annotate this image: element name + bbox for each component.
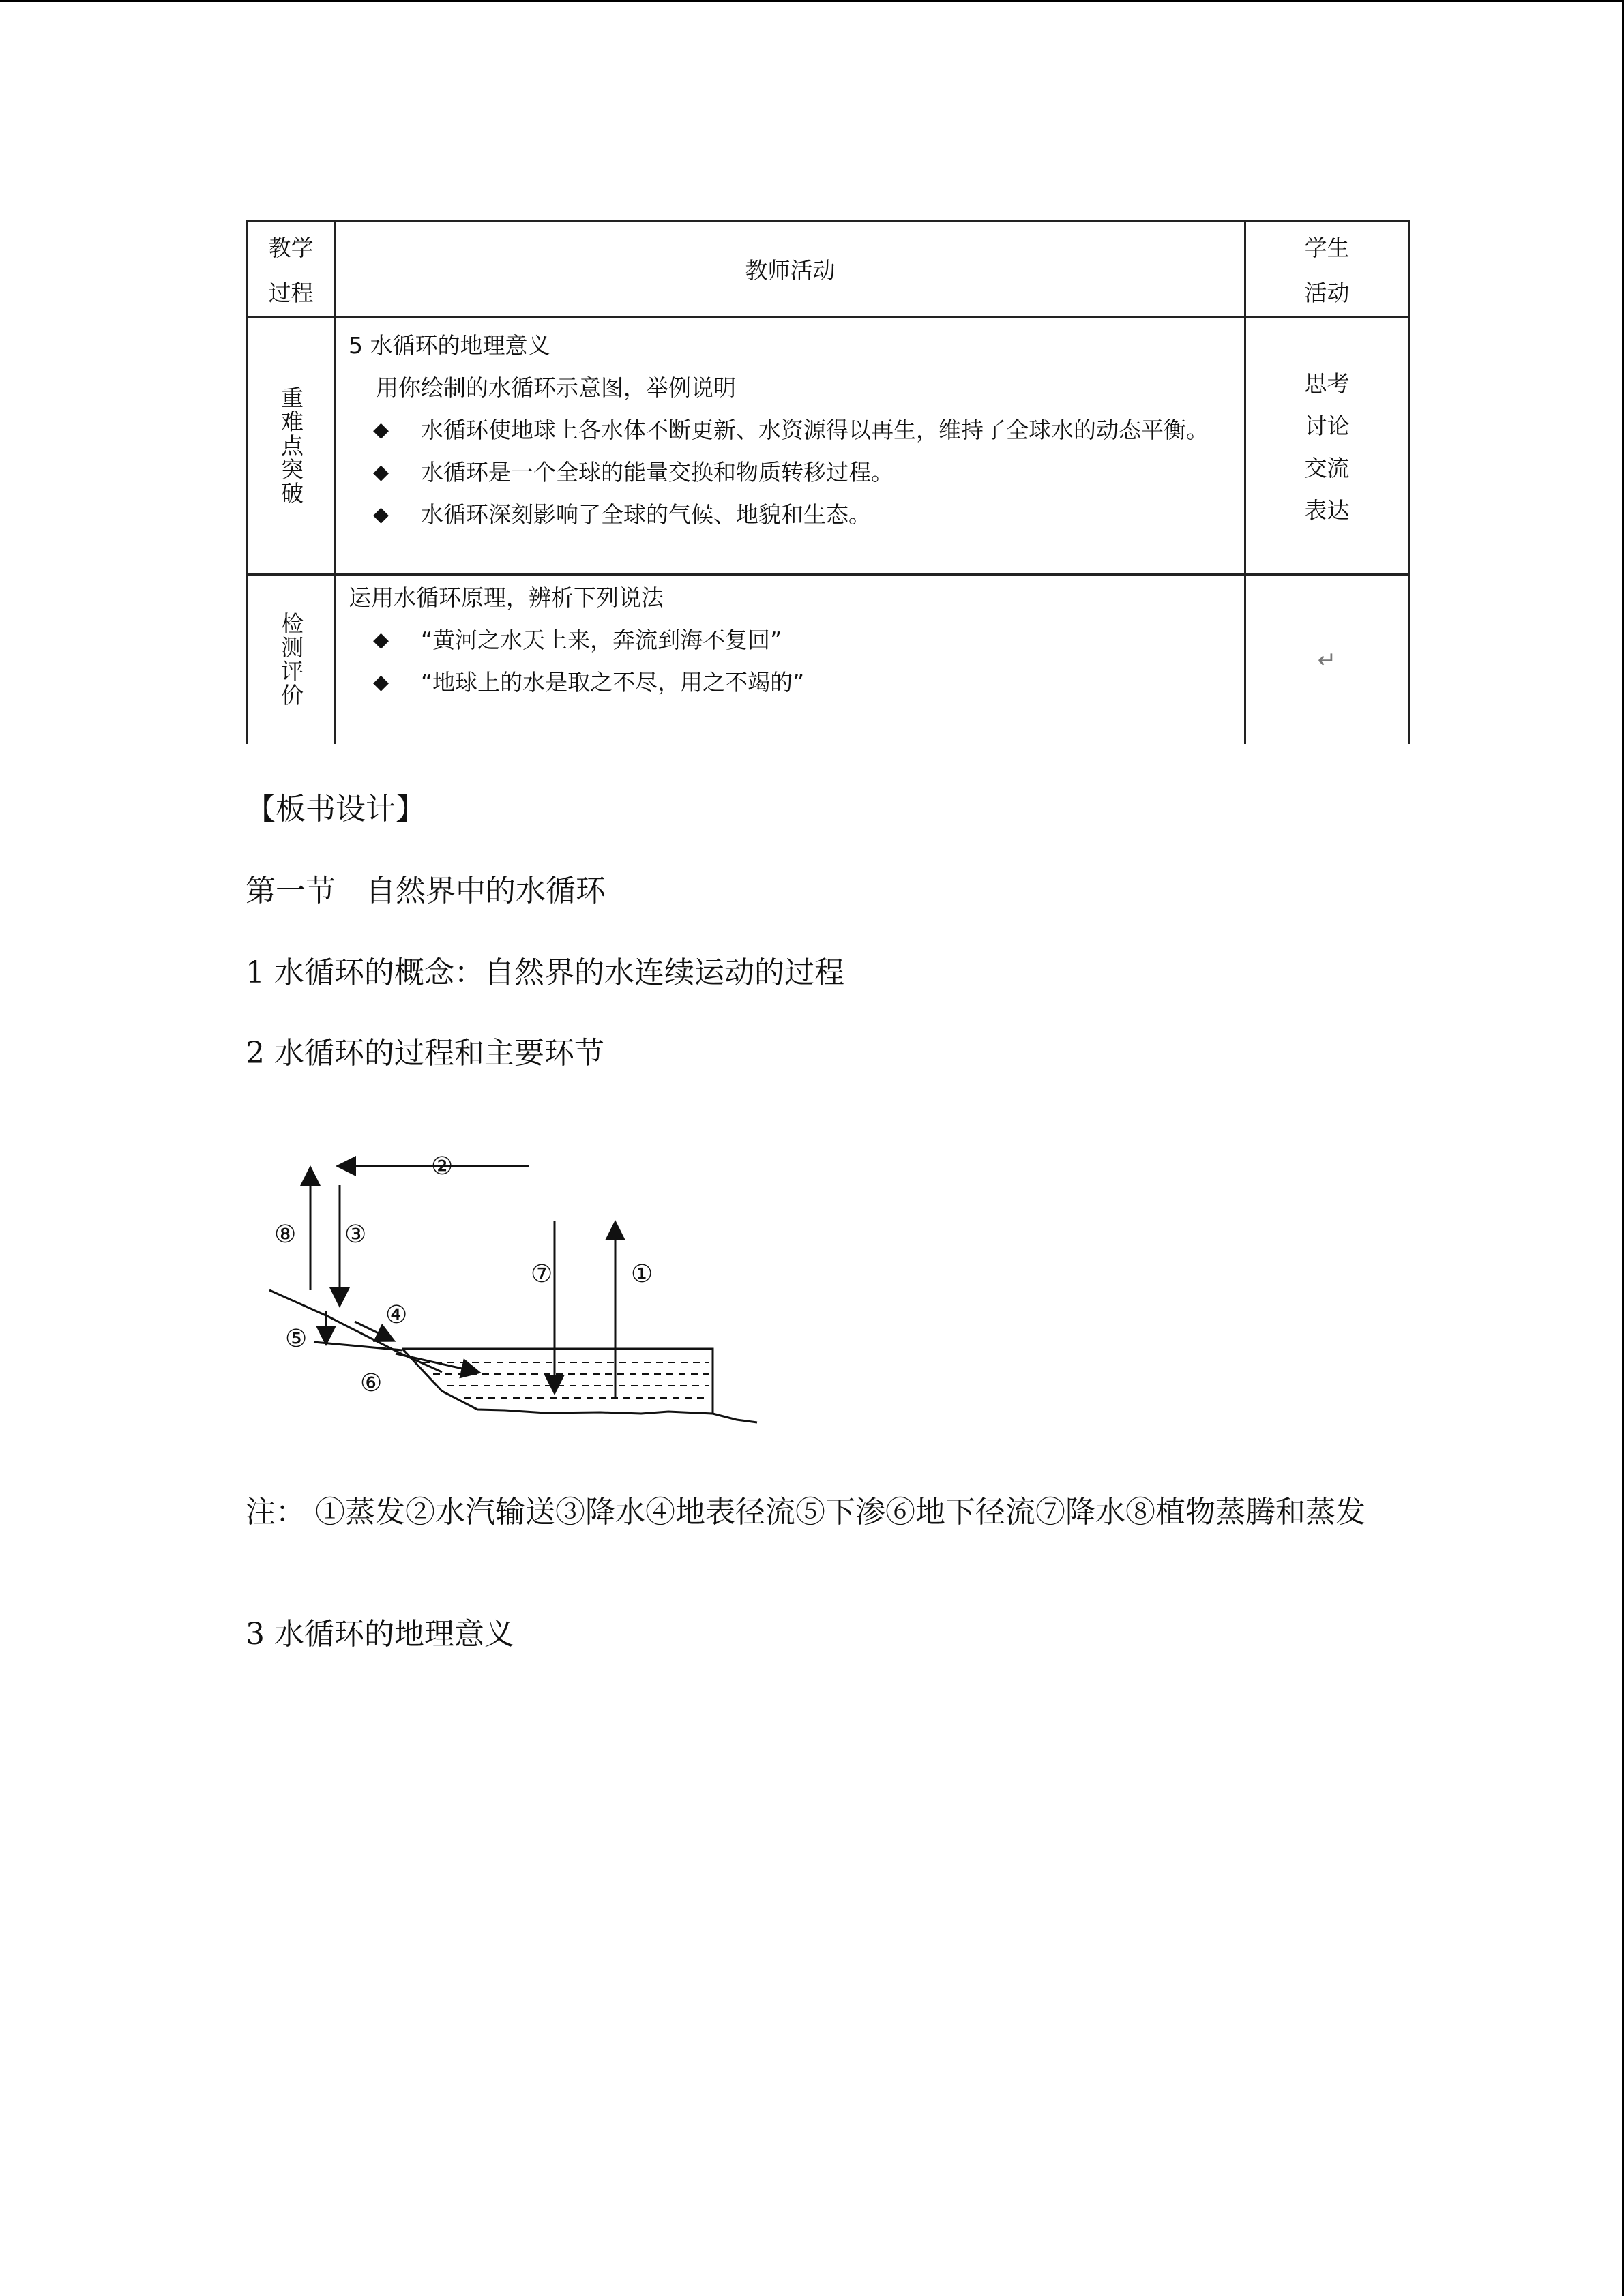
- paragraph-mark-icon: ↵: [1317, 646, 1337, 673]
- stage-cell-key-difficulty: [247, 317, 336, 575]
- header-student-cell: [1245, 221, 1409, 317]
- teacher-cell-key-difficulty: [336, 317, 1245, 575]
- header-teacher-cell: [336, 221, 1245, 317]
- table-row-assessment: [247, 575, 1409, 744]
- section-title: 5 水循环的地理意义: [349, 332, 550, 359]
- board-item-concept: 1 水循环的概念：自然界的水连续运动的过程: [246, 955, 844, 990]
- teacher-cell-assessment: [336, 575, 1245, 744]
- stage-label-assessment: 检测评价: [278, 612, 304, 708]
- label-5: ⑤: [285, 1325, 308, 1353]
- sea-bottom-line: [713, 1414, 757, 1422]
- board-note: 注： ①蒸发②水汽输送③降水④地表径流⑤下渗⑥地下径流⑦降水⑧植物蒸腾和蒸发: [246, 1495, 1365, 1530]
- stage-cell-assessment: [247, 575, 336, 744]
- stage-label-key-difficulty: 重难点突破: [278, 386, 304, 505]
- header-stage-line1: 教学: [268, 235, 314, 261]
- bullet-text: “地球上的水是取之不尽，用之不竭的”: [421, 669, 805, 696]
- header-student-line2: 活动: [1304, 280, 1350, 306]
- label-1: ①: [631, 1260, 653, 1288]
- board-item-significance: 3 水循环的地理意义: [246, 1617, 514, 1652]
- list-item: [349, 409, 1237, 451]
- page-top-border: [0, 0, 1624, 2]
- header-teacher-label: 教师活动: [745, 256, 836, 284]
- sea-outline: [402, 1349, 713, 1414]
- diamond-bullet-icon: ◆: [373, 460, 389, 484]
- student-activity-3: 交流: [1304, 455, 1350, 481]
- board-item-process: 2 水循环的过程和主要环节: [246, 1036, 604, 1071]
- label-4: ④: [385, 1301, 408, 1329]
- bullet-text: 水循环使地球上各水体不断更新、水资源得以再生，维持了全球水的动态平衡。: [421, 417, 1209, 443]
- label-8: ⑧: [274, 1221, 297, 1249]
- header-student-line1: 学生: [1304, 235, 1350, 261]
- label-6: ⑥: [360, 1369, 383, 1397]
- student-activity-1: 思考: [1304, 370, 1350, 397]
- lesson-table: [246, 220, 1410, 744]
- student-activity-4: 表达: [1304, 497, 1350, 524]
- water-cycle-diagram: [259, 1112, 778, 1452]
- list-item: [349, 619, 1237, 661]
- water-texture: [423, 1362, 709, 1398]
- header-stage-cell: [247, 221, 336, 317]
- diamond-bullet-icon: ◆: [373, 503, 389, 526]
- bullet-text: 水循环深刻影响了全球的气候、地貌和生态。: [421, 501, 871, 528]
- diamond-bullet-icon: ◆: [373, 670, 389, 694]
- student-activity-2: 讨论: [1304, 413, 1350, 439]
- diamond-bullet-icon: ◆: [373, 628, 389, 652]
- label-7: ⑦: [531, 1260, 553, 1288]
- list-item: [349, 661, 1237, 704]
- groundwater-line: [314, 1342, 402, 1350]
- board-design-heading: 【板书设计】: [246, 792, 426, 826]
- label-2: ②: [431, 1152, 454, 1180]
- student-cell-key-difficulty: [1245, 317, 1409, 575]
- board-section-title: 第一节 自然界中的水循环: [246, 874, 606, 908]
- header-stage-line2: 过程: [268, 280, 314, 306]
- bullet-text: 水循环是一个全球的能量交换和物质转移过程。: [421, 459, 894, 486]
- table-row-key-difficulty: [247, 317, 1409, 575]
- activity-prompt: 用你绘制的水循环示意图，举例说明: [376, 374, 736, 401]
- student-cell-assessment: [1245, 575, 1409, 744]
- bullet-text: “黄河之水天上来，奔流到海不复回”: [421, 627, 782, 653]
- label-3: ③: [344, 1221, 367, 1249]
- table-header-row: [247, 221, 1409, 317]
- list-item: [349, 494, 1237, 536]
- assessment-prompt: 运用水循环原理，辨析下列说法: [349, 584, 664, 611]
- list-item: [349, 451, 1237, 494]
- diamond-bullet-icon: ◆: [373, 418, 389, 442]
